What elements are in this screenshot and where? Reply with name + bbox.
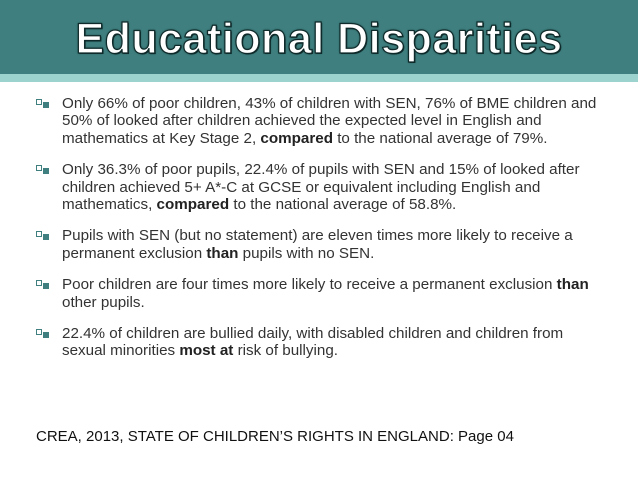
bullet-text: Poor children are four times more likely to receive a permanent exclusion than other pupils. (62, 276, 589, 311)
checkbox-bullet-icon (36, 231, 50, 241)
bullet-text: Only 36.3% of poor pupils, 22.4% of pupils with SEN and 15% of looked after children achieved 5+ A*-C at GCSE or equivalent including English and mathematics, compared to the national average of 58.8%. (62, 161, 580, 214)
bullet-item (36, 227, 611, 262)
bullet-text: Pupils with SEN (but no statement) are eleven times more likely to receive a permanent exclusion than pupils with no SEN. (62, 227, 573, 262)
bullet-text: Only 66% of poor children, 43% of children with SEN, 76% of BME children and 50% of looked after children achieved the expected level in English and mathematics at Key Stage 2, compared to the national average of 79%. (62, 95, 597, 147)
checkbox-bullet-icon (36, 165, 50, 175)
checkbox-bullet-icon (36, 280, 50, 290)
checkbox-bullet-icon (36, 329, 50, 339)
source-citation: CREA, 2013, STATE OF CHILDREN’S RIGHTS IN ENGLAND: Page 04 (36, 428, 514, 445)
bullet-list (36, 95, 611, 374)
bullet-item (36, 276, 611, 311)
slide-title: Educational Disparities (75, 15, 563, 63)
bullet-item (36, 161, 611, 213)
bullet-text: 22.4% of children are bullied daily, with disabled children and children from sexual minorities most at risk of bullying. (62, 325, 564, 360)
bullet-item (36, 95, 611, 147)
title-accent-line (0, 74, 638, 82)
checkbox-bullet-icon (36, 99, 50, 109)
bullet-item (36, 325, 611, 360)
title-bar (0, 0, 638, 82)
